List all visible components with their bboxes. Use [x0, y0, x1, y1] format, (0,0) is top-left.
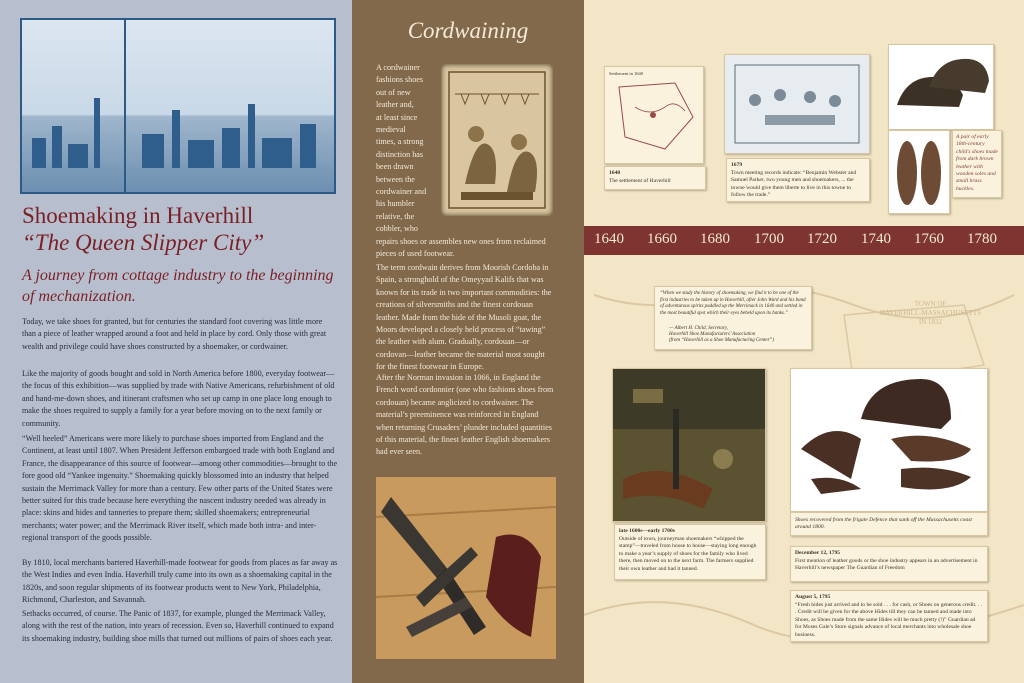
intro-paragraph-4: By 1810, local merchants bartered Haverhill-made footwear for goods from places as far away as the West Indies and even India. Haverhill truly came into its own as a shoemaking capital in the 1820s, and soon regular shipments of its footwear products went to New York, Philadelphia, Richmond, Charleston, and Savannah. — [22, 558, 338, 605]
timeline-year: 1700 — [754, 231, 784, 247]
cordwaining-paragraph-1: repairs shoes or assembles new ones from reclaimed pieces of used footwear. — [376, 237, 546, 259]
timeline-year: 1640 — [594, 231, 624, 247]
timeline-year: 1680 — [700, 231, 730, 247]
intro-paragraph-1: Today, we take shoes for granted, but for centuries the standard foot covering was little more than a piece of leather wrapped around a foot and held in place by cord. Only those with great wealth and privilege could have shoes constructed by a shoemaker, or cordwainer. — [22, 317, 327, 351]
quote-card: “When we study the history of shoemaking, we find it to be one of the first industries to be taken up in Haverhill, after John Ward and his band of adventurous spirits paddled up the Merrimack in 1640 and settled in the most beautiful spot which their eyes beheld upon its banks.” — Albert H. Child, Secretary, Haverhill Shoe Manufacturers’ Association (from “Haverhill as a Shoe Manufacturing Center”) — [654, 286, 812, 350]
map-label-1832: TOWN OF HAVERHILL-MASSACHUSETTS IN 1832 — [880, 300, 981, 326]
caption-1640: 1640 The settlement of Haverhill — [604, 166, 706, 190]
caption-dec-1795: December 12, 1795 First mention of leather goods or the shoe industry appears in an advertisement in Haverhill’s newspaper The Guardian of Freedom — [790, 546, 988, 582]
haverhill-engraving — [20, 18, 336, 194]
town-meeting-engraving — [724, 54, 870, 154]
section-title: Cordwaining — [407, 18, 529, 43]
timeline-year: 1720 — [807, 231, 837, 247]
intro-paragraph-2: Like the majority of goods bought and sold in North America before 1800, everyday footwear—the focus of this exhibition—was supplied by trade with Native Americans, refurbishment of old and hand-me-down shoes, and itinerant craftsmen who set up camp in one place long enough to make the shoes required to supply a family for a year before moving on to the next family or community. — [22, 369, 335, 428]
caption-child-shoes: A pair of early 18th-century child's shoes made from dark brown leather with wooden soles and small brass buckles. — [952, 130, 1002, 198]
timeline-year: 1660 — [647, 231, 677, 247]
subtitle: A journey from cottage industry to the beginning of mechanization. — [22, 267, 334, 305]
timeline-year: 1780 — [967, 231, 997, 247]
cordwaining-narrow-column: A cordwainer fashions shoes out of new leather and, at least since medieval times, a strong distinction has been drawn between the cordwainer and his humbler relative, the cobbler, who — [376, 63, 427, 234]
workbench-photo — [612, 368, 766, 522]
page-title-nickname: “The Queen Slipper City” — [22, 230, 265, 255]
cordwaining-paragraph-3: After the Norman invasion in 1066, in England the French word cordonnier (one who fashions shoes from cordouan) became anglicized to cordwainer. The material’s preeminence was reinforced in England when returning Crusaders’ plunder included quantities of this material, the finest leather English shoemakers had ever seen. — [376, 373, 554, 457]
settlement-map-card — [604, 66, 704, 164]
page-title: Shoemaking in Haverhill — [22, 203, 254, 228]
intro-paragraph-5: Setbacks occurred, of course. The Panic of 1837, for example, plunged the Merrimack Valley, along with the rest of the nation, into years of recession. Even so, Haverhill continued to expand its shoemaking industry, building shoe mills that turned out millions of pairs of shoes each year. — [22, 609, 334, 643]
intro-paragraph-3: “Well heeled” Americans were more likely to purchase shoes imported from England and the Continent, at least until 1807. When President Jefferson embargoed trade with both England and France, the disappearance of this source of footwear—among other commodities—brought to the fore good old “Yankee ingenuity.” Shoemaking quickly blossomed into an industry that helped sustain the Merrimack Valley for more than a century. Few other parts of the United States were better suited for this trade because here everything the nascent industry needed was already in place: skins and hides and tanneries to prepare them; skilled shoemakers; entrepreneurial merchants; water power; and the Merrimack River itself, which made both intra- and inter-regional transport of the goods possible. — [22, 434, 338, 543]
caption-1679: 1679 Town meeting records indicate: “Benjamin Webster and Samuel Parker, two young men and shoemakers, ... the towne would give them liberte to live in this towne to follow the trade.” — [726, 158, 870, 202]
frigate-shoes-photo — [790, 368, 988, 512]
cordwainer-woodcut-image — [441, 64, 553, 216]
map-title: Settlement in 1640 — [609, 71, 643, 76]
timeline-year: 1760 — [914, 231, 944, 247]
caption-journeyman: late 1600s—early 1700s Outside of town, journeyman shoemakers “whipped the stamp”—traveled from house to house—staying long enough to make a year’s supply of shoes for the family who lived there, then moved on to the next farm. The farmers supplied their own leather and had it tanned. — [614, 524, 766, 580]
shoemaking-tools-photo — [376, 477, 556, 659]
cordwaining-paragraph-2: The term cordwain derives from Moorish Cordoba in Spain, a stronghold of the Omeyyad Kalifs that was known for its trade in two important commodities: the creations of silversmiths and the finest cordouan leather. Made from the hide of the Musoli goat, the Moors developed a closely held process of “tawing” the leather with alum. Gradually, cordouan—or cordovan—leather became the material most sought for the finest footwear in Europe. — [376, 263, 552, 372]
caption-frigate: Shoes recovered from the frigate Defence that sank off the Massachusetts coast around 1800. — [790, 512, 988, 536]
caption-aug-1795: August 5, 1795 “Fresh hides just arrived and to be sold . . . for cash, or Shoes on generous credit. . . . Credit will be given for the above Hides till they can be tanned and made into Shoes, as Shoes made from the same Hides will be much pretty (!)” Guardian ad for Moses Gale’s Store signals advance of local merchants into wholesale shoe business. — [790, 590, 988, 642]
shoes-photo-side — [888, 44, 994, 130]
shoes-photo-top — [888, 130, 950, 214]
timeline-year: 1740 — [861, 231, 891, 247]
